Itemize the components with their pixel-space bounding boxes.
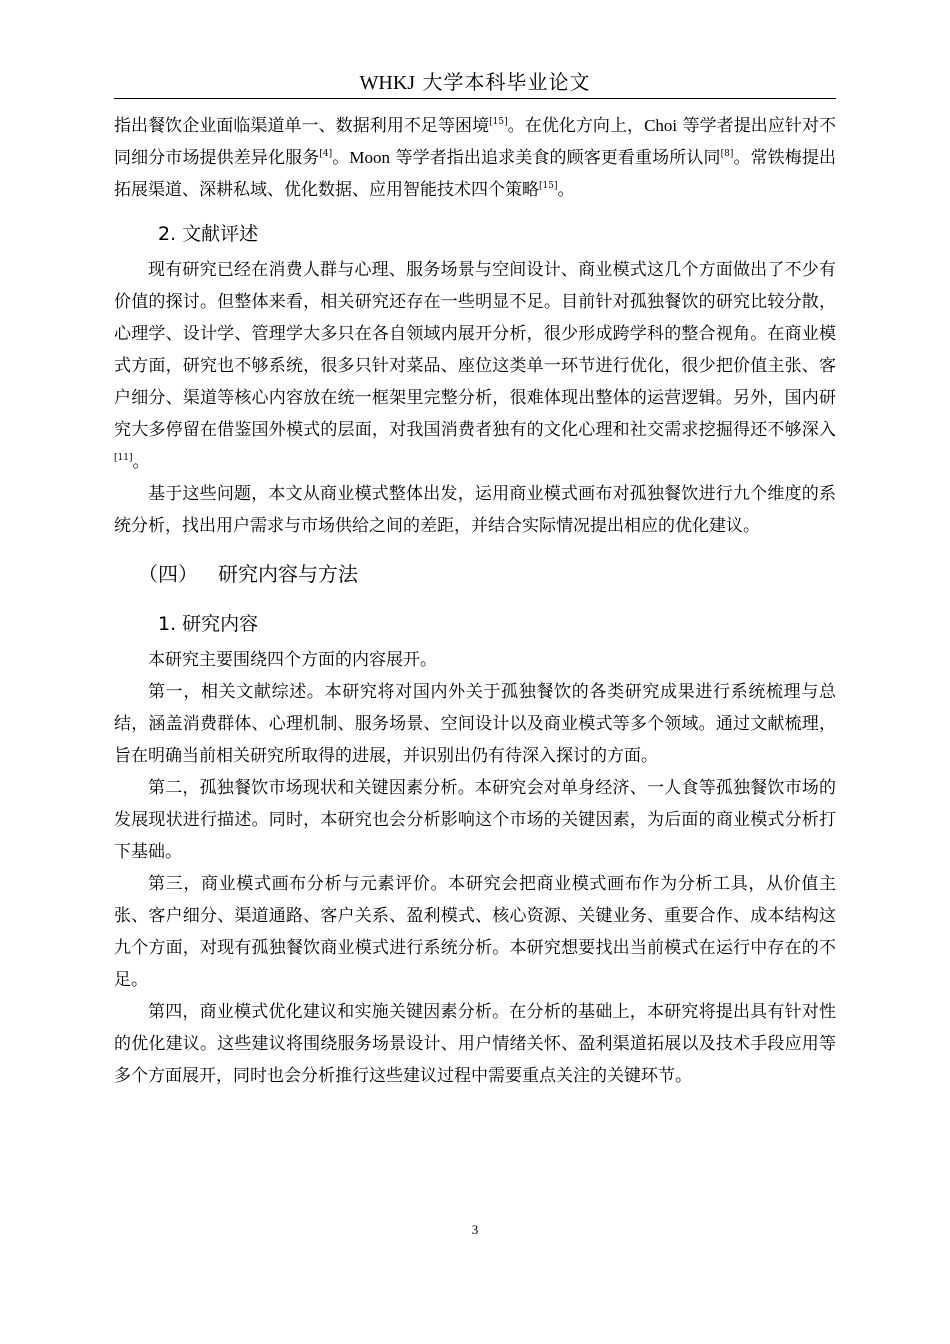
heading-literature-review: 2. 文献评述 — [158, 223, 259, 245]
text-run: 。 — [557, 180, 575, 200]
citation: [11] — [114, 453, 133, 463]
text-run: 指出餐饮企业面临渠道单一、数据利用不足等困境 — [114, 116, 490, 136]
author-name: Choi — [644, 116, 678, 135]
paragraph-continued — [114, 110, 836, 206]
heading-section-four — [114, 552, 836, 596]
section-title: 研究内容与方法 — [218, 562, 358, 586]
text-run: 。 — [332, 148, 350, 168]
header-title: 大学本科毕业论文 — [422, 70, 591, 94]
citation: [8] — [720, 149, 734, 159]
citation: [4] — [319, 149, 333, 159]
heading-research-content: 1. 研究内容 — [158, 613, 259, 635]
paragraph-third: 第三，商业模式画布分析与元素评价。本研究会把商业模式画布作为分析工具，从价值主张、客户细分、渠道通路、客户关系、盈利模式、核心资源、关键业务、重要合作、成本结构这九个方面，对现有孤独餐饮商业模式进行系统分析。本研究想要找出当前模式在运行中存在的不足。 — [114, 874, 836, 990]
text-run: 等学者提出应针对不同细分市场提供差异化服务 — [114, 116, 837, 168]
text-run: 等学者指出追求美食的顾客更看重场所认同 — [389, 148, 721, 168]
running-header — [0, 66, 950, 95]
header-school-code: WHKJ — [359, 72, 416, 94]
paragraph-intro: 本研究主要围绕四个方面的内容展开。 — [148, 650, 437, 670]
body-text — [114, 110, 836, 1092]
paragraph-approach: 基于这些问题，本文从商业模式整体出发，运用商业模式画布对孤独餐饮进行九个维度的系统分析，找出用户需求与市场供给之间的差距，并结合实际情况提出相应的优化建议。 — [114, 484, 836, 536]
citation: [15] — [539, 181, 558, 191]
paragraph-review — [114, 254, 836, 478]
text-run: 。常铁梅提出拓展渠道、深耕私域、优化数据、应用智能技术四个策略 — [114, 148, 837, 200]
paragraph-second: 第二，孤独餐饮市场现状和关键因素分析。本研究会对单身经济、一人食等孤独餐饮市场的发展现状进行描述。同时，本研究也会分析影响这个市场的关键因素，为后面的商业模式分析打下基础。 — [114, 778, 836, 862]
text-run: 。在优化方向上， — [507, 116, 645, 136]
section-number: （四） — [138, 562, 198, 586]
page-number: 3 — [471, 1222, 479, 1237]
paragraph-fourth: 第四，商业模式优化建议和实施关键因素分析。在分析的基础上，本研究将提出具有针对性的优化建议。这些建议将围绕服务场景设计、用户情绪关怀、盈利渠道拓展以及技术手段应用等多个方面展开，同时也会分析推行这些建议过程中需要重点关注的关键环节。 — [114, 1002, 836, 1086]
header-rule — [114, 98, 836, 99]
author-name: Moon — [349, 148, 390, 167]
text-run: 现有研究已经在消费人群与心理、服务场景与空间设计、商业模式这几个方面做出了不少有价值的探讨。但整体来看，相关研究还存在一些明显不足。目前针对孤独餐饮的研究比较分散，心理学、设计学、管理学大多只在各自领域内展开分析，很少形成跨学科的整合视角。在商业模式方面，研究也不够系统，很多只针对菜品、座位这类单一环节进行优化，很少把价值主张、客户细分、渠道等核心内容放在统一框架里完整分析，很难体现出整体的运营逻辑。另外，国内研究大多停留在借鉴国外模式的层面，对我国消费者独有的文化心理和社交需求挖掘得还不够深入 — [114, 260, 836, 440]
citation: [15] — [489, 117, 508, 127]
paragraph-first: 第一，相关文献综述。本研究将对国内外关于孤独餐饮的各类研究成果进行系统梳理与总结，涵盖消费群体、心理机制、服务场景、空间设计以及商业模式等多个领域。通过文献梳理，旨在明确当前相关研究所取得的进展，并识别出仍有待深入探讨的方面。 — [114, 682, 836, 766]
text-run: 。 — [132, 452, 150, 472]
